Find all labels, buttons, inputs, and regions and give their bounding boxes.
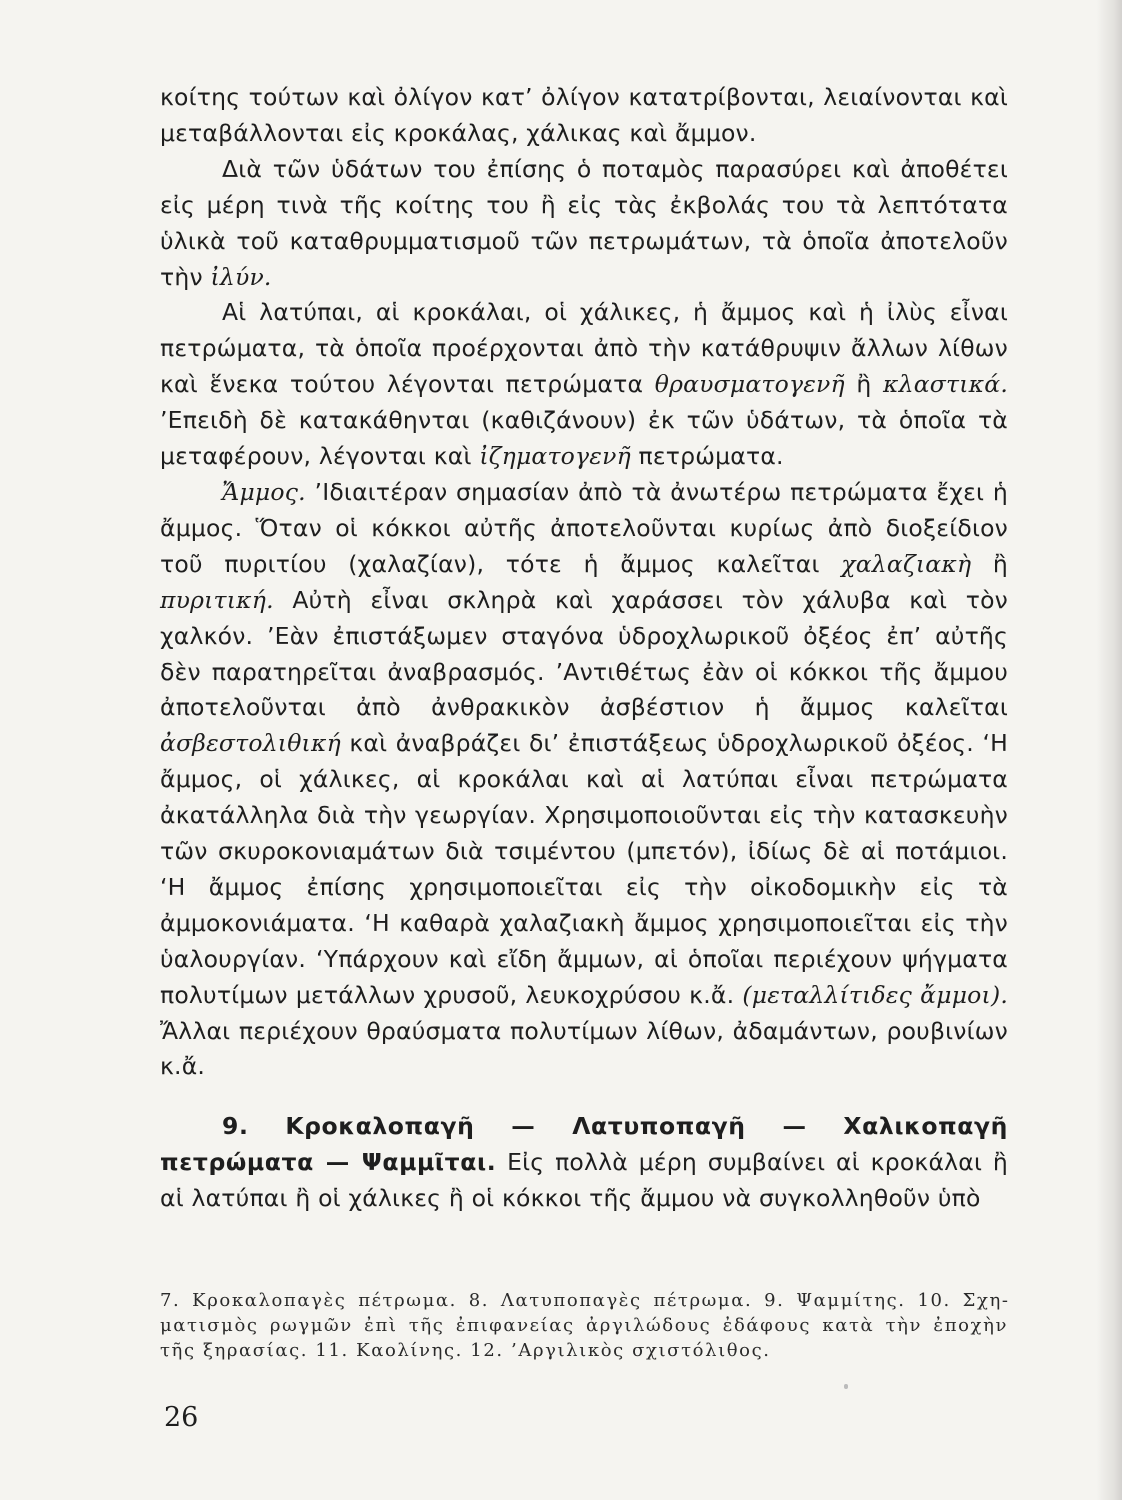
page-edge-shadow — [1096, 0, 1122, 1500]
section-heading: 9. Κροκαλοπαγῆ — Λατυποπαγῆ — Χαλικοπαγῆ πετρώματα — Ψαμμῖται. — [160, 1112, 1008, 1177]
term-izimatogeni: ἰζηματογενῆ — [479, 442, 631, 471]
paragraph-4: Ἄμμος. ’Ιδιαιτέραν σημασίαν ἀπὸ τὰ ἀνωτέρω πετρώματα ἔχει ἡ ἄμμος. Ὅταν οἱ κόκκοι αὐτῆς ἀποτελοῦνται κυρίως ἀπὸ διοξείδιον τοῦ πυριτίου (χαλαζίαν), τότε ἡ ἄμμος καλεῖται χαλαζιακὴ ἢ πυριτική. Αὐτὴ εἶναι σκληρὰ καὶ χαράσσει τὸν χάλυβα καὶ τὸν χαλκόν. ’Εὰν ἐπιστάξωμεν σταγόνα ὑδροχλωρικοῦ ὀξέος ἐπ’ αὐτῆς δὲν παρατηρεῖται ἀναβρασμός. ’Αντιθέτως ἐὰν οἱ κόκκοι τῆς ἄμμου ἀποτελοῦνται ἀπὸ ἀνθρακικὸν ἀσβέστιον ἡ ἄμμος καλεῖται ἀσβεστολιθική καὶ ἀναβράζει δι’ ἐπιστάξεως ὑδροχλωρικοῦ ὀξέος. ‘Η ἄμμος, οἱ χάλικες, αἱ κροκάλαι καὶ αἱ λατύπαι εἶναι πετρώματα ἀκατάλληλα διὰ τὴν γεωργίαν. Χρησιμοποιοῦνται εἰς τὴν κατασκευὴν τῶν σκυροκονιαμάτων διὰ τσιμέντου (μπετόν), ἰδίως δὲ αἱ ποτάμιοι. ‘Η ἄμμος ἐπίσης χρησιμοποιεῖται εἰς τὴν οἰκοδομικὴν εἰς τὰ ἀμμοκονιάματα. ‘Η καθαρὰ χαλαζιακὴ ἄμμος χρησιμοποιεῖται εἰς τὴν ὑαλουργίαν. ‘Υπάρχουν καὶ εἴδη ἄμμων, αἱ ὁποῖαι περιέχουν ψήγματα πολυτίμων μετάλλων χρυσοῦ, λευκοχρύσου κ.ἄ. (μεταλλίτιδες ἄμμοι). Ἄλλαι περιέχουν θραύσματα πολυτίμων λίθων, ἀδαμάντων, ρουβινίων κ.ἄ. — [160, 477, 1009, 1081]
term-klastika: κλαστικά. — [883, 370, 1009, 399]
term-ammos: Ἄμμος. — [222, 477, 306, 506]
term-pyritiki: πυριτική. — [160, 585, 274, 614]
page-number: 26 — [164, 1402, 199, 1433]
term-asvestolithiki: ἀσβεστολιθική — [160, 729, 341, 758]
paragraph-3: Αἱ λατύπαι, αἱ κροκάλαι, οἱ χάλικες, ἡ ἄμμος καὶ ἡ ἰλὺς εἶναι πετρώματα, τὰ ὁποῖα προέρχονται ἀπὸ τὴν κατάθρυψιν ἄλλων λίθων καὶ ἕνεκα τούτου λέγονται πετρώματα θραυσματογενῆ ἢ κλαστικά. ’Επειδὴ δὲ κατακάθηνται (καθιζάνουν) ἐκ τῶν ὑδάτων, τὰ ὁποῖα τὰ μεταφέρουν, λέγονται καὶ ἰζηματογενῆ πετρώματα. — [160, 298, 1009, 471]
body-text — [160, 80, 1008, 1217]
paragraph-1: κοίτης τούτων καὶ ὀλίγον κατ’ ὀλίγον κατατρίβονται, λειαίνονται καὶ μεταβάλλονται εἰς κροκάλας, χάλικας καὶ ἄμμον. — [160, 83, 1008, 147]
scan-speck — [844, 1384, 848, 1389]
paragraph-5: 9. Κροκαλοπαγῆ — Λατυποπαγῆ — Χαλικοπαγῆ πετρώματα — Ψαμμῖται. Εἰς πολλὰ μέρη συμβαίνει αἱ κροκάλαι ἢ αἱ λατύπαι ἢ οἱ χάλικες ἢ οἱ κόκκοι τῆς ἄμμου νὰ συγκολληθοῦν ὑπὸ — [160, 1112, 1008, 1213]
term-chalaziaki: χαλαζιακὴ — [841, 549, 972, 578]
paragraph-2: Διὰ τῶν ὑδάτων του ἐπίσης ὁ ποταμὸς παρασύρει καὶ ἀποθέτει εἰς μέρη τινὰ τῆς κοίτης του ἢ εἰς τὰς ἐκβολάς του τὰ λεπτότατα ὑλικὰ τοῦ καταθρυμματισμοῦ τῶν πετρωμάτων, τὰ ὁποῖα ἀποτελοῦν τὴν ἰλύν. — [160, 154, 1008, 291]
term-ilys: ἰλύν. — [210, 262, 272, 291]
figure-captions: 7. Κροκαλοπαγὲς πέτρωμα. 8. Λατυποπαγὲς πέτρωμα. 9. Ψαμμίτης. 10. Σχηματισμὸς ρωγμῶν ἐπὶ τῆς ἐπιφανείας ἀργιλώδους ἐδάφους κατὰ τὴν ἐποχὴν τῆς ξηρασίας. 11. Καολίνης. 12. ’Αργιλικὸς σχιστόλιθος. — [160, 1290, 1008, 1361]
term-thrausmatogeni: θραυσματογενῆ — [654, 370, 845, 399]
term-metallitides: (μεταλλίτιδες ἄμμοι). — [742, 980, 1008, 1009]
